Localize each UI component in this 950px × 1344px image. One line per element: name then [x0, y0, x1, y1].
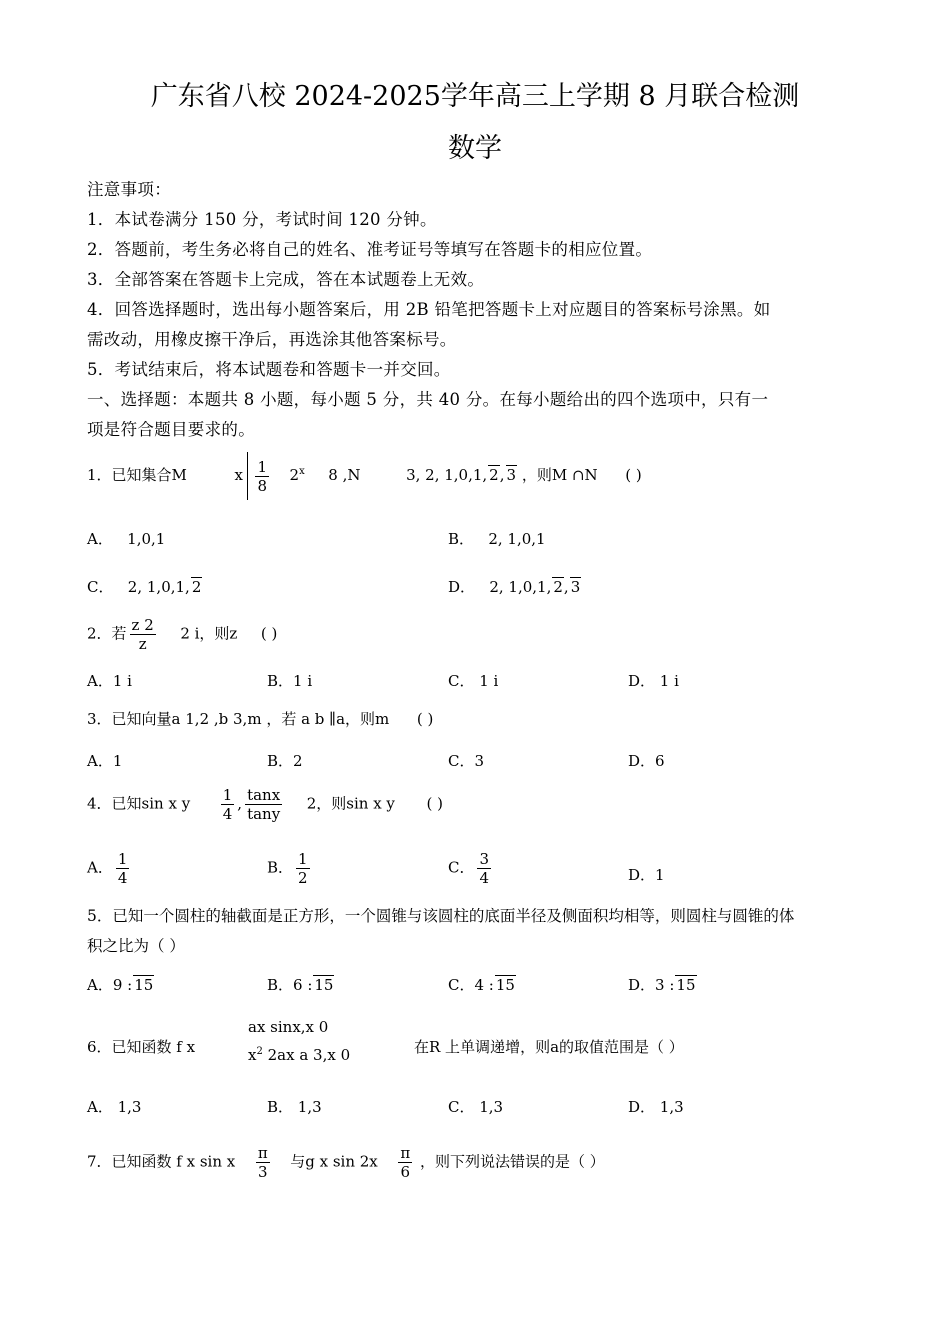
piecewise-row-1: ax sinx,x 0 [248, 1018, 329, 1036]
sqrt-symbol: 2 [553, 578, 563, 596]
notice-item: 5．考试结束后，将本试题卷和答题卡一并交回。 [87, 360, 451, 379]
notice-item: 4．回答选择题时，选出每小题答案后，用 2B 铅笔把答题卡上对应题目的答案标号涂黑。如 [87, 300, 771, 319]
option-d: D． 1 i [628, 672, 679, 690]
option-d: D．3 : 15 [628, 976, 696, 994]
section-header-cont: 项是符合题目要求的。 [87, 420, 255, 439]
question-6-post: 在R 上单调递增，则a的取值范围是（ ） [414, 1038, 684, 1056]
fraction: $\frac{1}{2}$ [298, 850, 308, 887]
fraction: $\frac{3}{4}$ [479, 850, 490, 887]
question-6-pre: 6．已知函数 f x [87, 1038, 196, 1056]
sqrt-symbol: 15 [314, 976, 334, 994]
option-c: C． 1,3 [448, 1098, 504, 1116]
notice-item: 需改动，用橡皮擦干净后，再选涂其他答案标号。 [87, 330, 457, 349]
option-c: C． $\frac{3}{4}$ [448, 850, 490, 887]
question-4: 4．已知sin x y $\frac{1}{4}$ , $\frac{\tan x}{\tan y}$ 2，则sin x y ( ) [87, 786, 443, 823]
option-b: B． $\frac{1}{2}$ [267, 850, 308, 887]
option-b: B．6 : 15 [267, 976, 334, 994]
q1-set: 3, 2, 1,0,1, [406, 466, 488, 484]
sqrt-symbol: 15 [495, 976, 515, 994]
sqrt-symbol: 15 [676, 976, 696, 994]
option-a: A． 1,3 [87, 1098, 142, 1116]
answer-paren: ( ) [426, 794, 443, 813]
question-1: 1．已知集合M x $\frac{1}{8}$ 2$^x$ 8 ,N 3, 2, 1,0,1, 2, 3 ，则M ∩N ( ) [87, 452, 642, 500]
fraction: $\frac{\tan x}{\tan y}$ [247, 786, 281, 823]
fraction: $\frac{z 2}{z}$ [131, 616, 154, 653]
fraction: $\frac{\pi}{3}$ [257, 1144, 268, 1181]
fraction: $\frac{1}{4}$ [117, 850, 128, 887]
q1-pre: 1．已知集合M [87, 466, 187, 484]
question-7: 7．已知函数 f x sin x $\frac{\pi}{3}$ 与g x sin 2x $\frac{\pi}{6}$ ，则下列说法错误的是（ ） [87, 1144, 605, 1181]
fraction: $\frac{1}{4}$ [222, 786, 233, 823]
option-b: B． 1,3 [267, 1098, 322, 1116]
option-a: A．9 : 15 [87, 976, 154, 994]
sqrt-symbol: 2 [489, 466, 499, 484]
piecewise-row-2: $x^2$ 2ax a 3,x 0 [248, 1046, 351, 1064]
question-5: 5．已知一个圆柱的轴截面是正方形，一个圆锥与该圆柱的底面半径及侧面积均相等，则圆柱与圆锥的体 [87, 907, 795, 925]
option-a: A．1 i [87, 672, 132, 690]
notice-item: 3．全部答案在答题卡上完成，答在本试题卷上无效。 [87, 270, 485, 289]
q1-post: 8 ,N [328, 466, 361, 484]
option-c: C． 2, 1,0,1, 2 [87, 578, 202, 596]
option-c: C．4 : 15 [448, 976, 515, 994]
sqrt-symbol: 15 [134, 976, 154, 994]
question-5-cont: 积之比为（ ） [87, 937, 185, 955]
option-d: D．1 [628, 866, 665, 884]
fraction: $\frac{1}{8}$ [257, 457, 267, 495]
option-b: B． 2, 1,0,1 [448, 530, 546, 548]
option-a: A． $\frac{1}{4}$ [87, 850, 128, 887]
question-3: 3．已知向量a 1,2 ,b 3,m ，若 a b ∥a，则m ( ) [87, 710, 434, 728]
subject-title: 数学 [448, 133, 502, 164]
q1-base: 2 [289, 466, 300, 484]
notice-item: 2．答题前，考生务必将自己的姓名、准考证号等填写在答题卡的相应位置。 [87, 240, 653, 259]
answer-paren: ( ) [260, 624, 278, 643]
q1-x: x [234, 466, 243, 484]
option-b: B．2 [267, 752, 303, 770]
set-bar [247, 452, 249, 500]
option-c: C．3 [448, 752, 485, 770]
option-d: D． 1,3 [628, 1098, 684, 1116]
notice-item: 1．本试卷满分 150 分，考试时间 120 分钟。 [87, 210, 437, 229]
sqrt-symbol: 3 [570, 578, 581, 596]
sqrt-symbol: 3 [506, 466, 517, 484]
option-d: D．6 [628, 752, 665, 770]
answer-paren: ( ) [416, 710, 434, 728]
question-2: 2．若 $\frac{z 2}{z}$ 2 i，则z ( ) [87, 616, 278, 653]
option-b: B．1 i [267, 672, 313, 690]
notice-heading: 注意事项： [87, 180, 171, 199]
fraction: $\frac{\pi}{6}$ [400, 1144, 411, 1181]
option-a: A． 1,0,1 [87, 530, 166, 548]
q1-exp: x [299, 466, 305, 477]
option-c: C． 1 i [448, 672, 499, 690]
answer-paren: ( ) [625, 466, 642, 484]
exam-title: 广东省八校 2024-2025学年高三上学期 8 月联合检测 [150, 81, 800, 112]
q1-tail: ，则M ∩N [521, 466, 598, 484]
section-header: 一、选择题：本题共 8 小题，每小题 5 分，共 40 分。在每小题给出的四个选项中，只有一 [87, 390, 769, 409]
sqrt-symbol: 2 [191, 578, 202, 596]
option-a: A．1 [87, 752, 123, 770]
option-d: D． 2, 1,0,1, 2, 3 [448, 578, 581, 596]
